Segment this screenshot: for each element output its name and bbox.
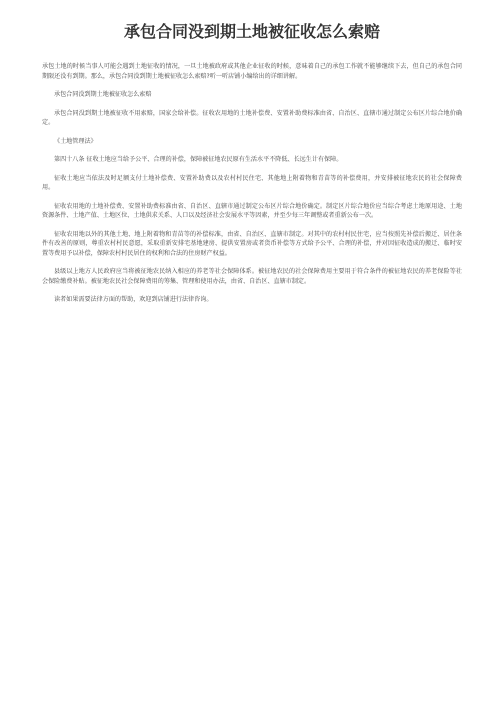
social-security-paragraph: 县级以上地方人民政府应当将被征地农民纳入相应的养老等社会保障体系。被征地农民的社会保障费用主要用于符合条件的被征地农民的养老保险等社会保险缴费补贴。被征地农民社会保障费用的筹集、管理和使用办法，由省、自治区、直辖市制定。 [42, 268, 462, 285]
document-title: 承包合同没到期土地被征收怎么索赔 [123, 22, 380, 41]
article-48-paragraph: 第四十八条 征收土地应当给予公平、合理的补偿，保障被征地农民原有生活水平不降低、长远生计有保障。 [54, 156, 343, 163]
farmland-standard-paragraph: 征收农用地的土地补偿费、安置补助费标准由省、自治区、直辖市通过制定公布区片综合地价确定。制定区片综合地价应当综合考虑土地原用途、土地资源条件、土地产值、土地区位、土地供求关系、人口以及经济社会发展水平等因素，并至少每三年调整或者重新公布一次。 [42, 202, 462, 219]
section-heading: 承包合同没到期土地被征收怎么索赔 [54, 91, 152, 98]
other-land-paragraph: 征收农用地以外的其他土地、地上附着物和青苗等的补偿标准，由省、自治区、直辖市制定。对其中的农村村民住宅，应当按照先补偿后搬迁、居住条件有改善的原则，尊重农村村民意愿，采取重新安排宅基地建房、提供安置房或者货币补偿等方式给予公平、合理的补偿，并对因征收造成的搬迁、临时安置等费用予以补偿，保障农村村民居住的权利和合法的住房财产权益。 [42, 230, 462, 257]
law-reference: 《土地管理法》 [54, 137, 97, 145]
intro-paragraph: 承包土地的时候当事人可能会遇到土地征收的情况，一旦土地被政府或其他企业征收的时候，意味着自己的承包工作就不能够继续下去，但自己的承包合同期限还没有到期。那么，承包合同没到期土地被征收怎么索赔?听一听店铺小编给出的详细讲解。 [42, 63, 462, 80]
compensation-paragraph: 征收土地应当依法及时足额支付土地补偿费、安置补助费以及农村村民住宅、其他地上附着物和青苗等的补偿费用，并安排被征地农民的社会保障费用。 [42, 174, 462, 191]
answer-paragraph: 承包合同没到期土地被征收不用索赔，国家会给补偿。征收农用地的土地补偿费、安置补助费标准由省、自治区、直辖市通过制定公布区片综合地价确定。 [42, 109, 462, 126]
closing-paragraph: 读者如果需要法律方面的帮助，欢迎到店铺进行法律咨询。 [54, 296, 213, 303]
